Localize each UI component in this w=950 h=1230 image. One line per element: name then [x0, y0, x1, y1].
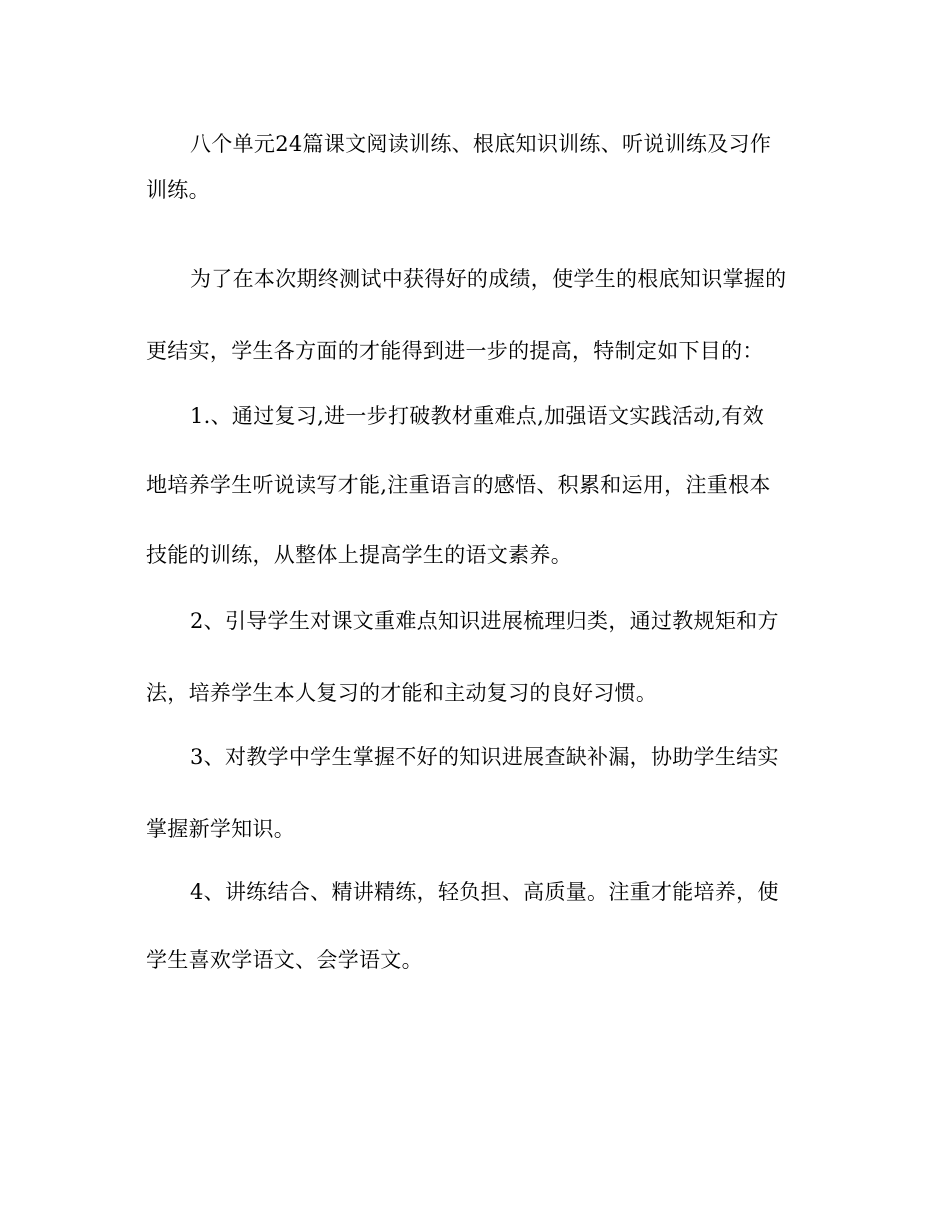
paragraph-3-line-1: 1.、通过复习,进一步打破教材重难点,加强语文实践活动,有效 — [190, 404, 765, 428]
paragraph-3-line-3: 技能的训练，从整体上提高学生的语文素养。 — [146, 543, 572, 567]
paragraph-1-line-1: 八个单元24篇课文阅读训练、根底知识训练、听说训练及习作 — [190, 132, 772, 156]
paragraph-4-line-2: 法，培养学生本人复习的才能和主动复习的良好习惯。 — [146, 681, 658, 705]
paragraph-3-line-2: 地培养学生听说读写才能,注重语言的感悟、积累和运用，注重根本 — [146, 473, 771, 497]
paragraph-5-line-1: 3、对教学中学生掌握不好的知识进展查缺补漏，协助学生结实 — [190, 745, 779, 769]
paragraph-2-line-1: 为了在本次期终测试中获得好的成绩，使学生的根底知识掌握的 — [190, 267, 787, 291]
paragraph-6-line-1: 4、讲练结合、精讲精练，轻负担、高质量。注重才能培养，使 — [190, 880, 779, 904]
paragraph-4-line-1: 2、引导学生对课文重难点知识进展梳理归类，通过教规矩和方 — [190, 609, 779, 633]
paragraph-2-line-2: 更结实，学生各方面的才能得到进一步的提高，特制定如下目的： — [146, 339, 764, 363]
paragraph-5-line-2: 掌握新学知识。 — [146, 817, 296, 841]
paragraph-6-line-2: 学生喜欢学语文、会学语文。 — [146, 948, 423, 972]
paragraph-1-line-2: 训练。 — [146, 178, 210, 202]
